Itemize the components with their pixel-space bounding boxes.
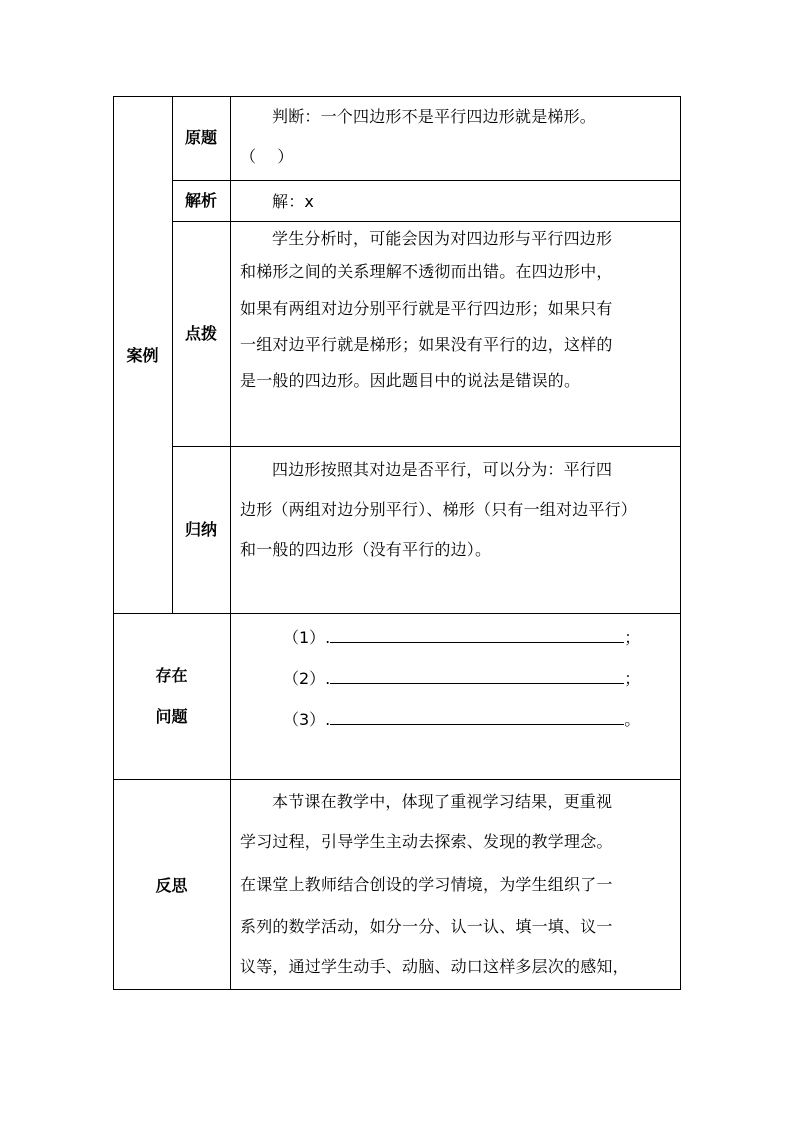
hint-label: 点拨 — [184, 324, 217, 343]
hint-line-1: 学生分析时，可能会因为对四边形与平行四边形 — [272, 229, 613, 248]
original-question-line-2: （ ） — [240, 147, 294, 166]
problem-item-prefix: （1）. — [283, 628, 331, 647]
divider-row-3 — [172, 446, 681, 447]
reflection-line-1: 本节课在教学中，体现了重视学习结果，更重视 — [272, 792, 613, 811]
problems-label-line-2: 问题 — [155, 707, 188, 726]
summary-line-2: 边形（两组对边分别平行）、梯形（只有一组对边平行） — [240, 500, 638, 519]
problem-answer-blank-1[interactable] — [330, 628, 624, 643]
problem-item-3 — [283, 710, 640, 730]
analysis-label: 解析 — [184, 191, 217, 210]
reflection-line-4: 系列的数学活动，如分一分、认一认、填一填、议一 — [240, 917, 613, 936]
divider-row-5 — [113, 779, 681, 780]
divider-label-col — [230, 96, 231, 990]
problems-label-line-1: 存在 — [155, 666, 188, 685]
problem-item-suffix: ； — [624, 628, 641, 647]
problem-item-2 — [283, 669, 640, 689]
analysis-line-1: 解：x — [272, 192, 315, 211]
summary-line-1: 四边形按照其对边是否平行，可以分为：平行四 — [272, 460, 613, 479]
problem-answer-blank-2[interactable] — [330, 669, 624, 684]
reflection-line-3: 在课堂上教师结合创设的学习情境，为学生组织了一 — [240, 875, 613, 894]
hint-line-3: 如果有两组对边分别平行就是平行四边形；如果只有 — [240, 299, 613, 318]
divider-row-1 — [172, 180, 681, 181]
problem-item-suffix: 。 — [624, 710, 641, 729]
hint-line-4: 一组对边平行就是梯形；如果没有平行的边，这样的 — [240, 335, 613, 354]
original-question-line-1: 判断：一个四边形不是平行四边形就是梯形。 — [272, 107, 597, 126]
original-question-label: 原题 — [184, 128, 217, 147]
problem-item-suffix: ； — [624, 669, 641, 688]
reflection-line-2: 学习过程，引导学生主动去探索、发现的教学理念。 — [240, 832, 613, 851]
summary-line-3: 和一般的四边形（没有平行的边）。 — [240, 540, 492, 559]
reflection-label: 反思 — [155, 876, 188, 895]
case-label: 案例 — [126, 346, 159, 365]
divider-row-4 — [113, 613, 681, 614]
problem-answer-blank-3[interactable] — [330, 710, 624, 725]
problem-item-prefix: （2）. — [283, 669, 331, 688]
problem-item-1 — [283, 628, 640, 648]
hint-line-2: 和梯形之间的关系理解不透彻而出错。在四边形中， — [240, 262, 613, 281]
hint-line-5: 是一般的四边形。因此题目中的说法是错误的。 — [240, 371, 581, 390]
reflection-line-5: 议等，通过学生动手、动脑、动口这样多层次的感知， — [240, 957, 629, 976]
problem-item-prefix: （3）. — [283, 710, 331, 729]
summary-label: 归纳 — [184, 520, 217, 539]
